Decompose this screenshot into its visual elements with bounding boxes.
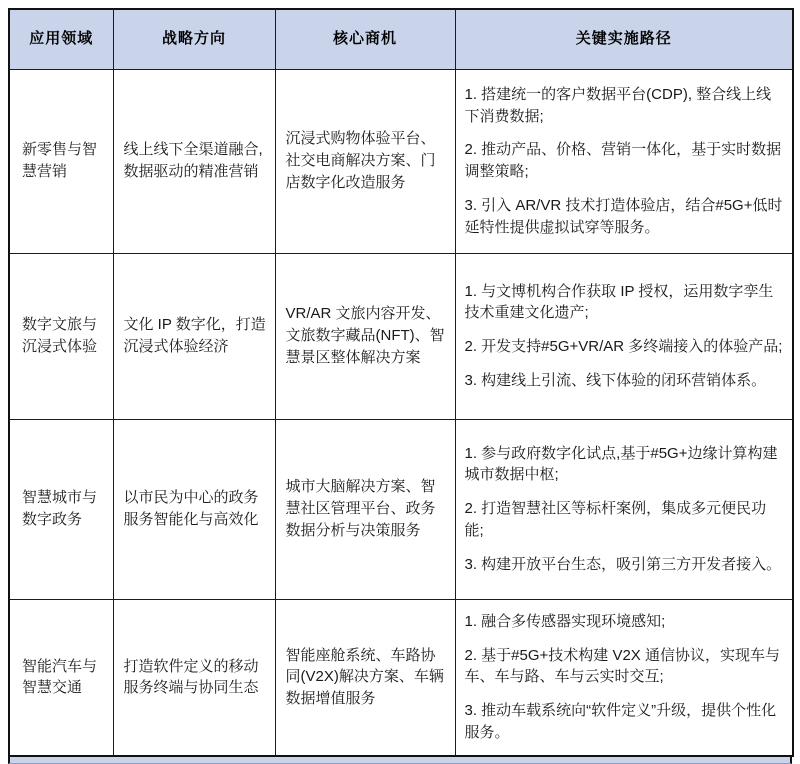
path-item: 2. 推动产品、价格、营销一体化，基于实时数据调整策略; [464, 141, 782, 180]
cell-strategy-culture-tourism: 文化 IP 数字化，打造沉浸式体验经济 [113, 253, 275, 419]
path-item: 3. 推动车载系统向“软件定义”升级，提供个性化服务。 [464, 702, 777, 741]
table-row [9, 69, 793, 253]
cell-domain-culture-tourism: 数字文旅与沉浸式体验 [9, 253, 113, 419]
header-cell-domain: 应用领域 [9, 9, 113, 69]
next-table-header-partial [8, 757, 792, 764]
header-cell-opportunity: 核心商机 [275, 9, 455, 69]
document-page [8, 8, 792, 764]
path-item: 2. 开发支持#5G+VR/AR 多终端接入的体验产品; [464, 338, 783, 355]
cell-domain-retail: 新零售与智慧营销 [9, 69, 113, 253]
path-item: 1. 参与政府数字化试点,基于#5G+边缘计算构建城市数据中枢; [464, 444, 778, 484]
header-cell-paths: 关键实施路径 [455, 9, 793, 69]
path-item: 2. 基于#5G+技术构建 V2X 通信协议，实现车与车、车与路、车与云实时交互; [464, 646, 780, 686]
cell-domain-smart-city: 智慧城市与数字政务 [9, 419, 113, 599]
path-item: 3. 构建开放平台生态，吸引第三方开发者接入。 [464, 555, 782, 573]
cell-paths-culture-tourism [455, 253, 793, 419]
strategy-matrix-table [8, 8, 794, 757]
cell-paths-smart-city [455, 419, 793, 599]
header-cell-strategy: 战略方向 [113, 9, 275, 69]
path-item: 1. 融合多传感器实现环境感知; [464, 612, 666, 630]
table-row [9, 599, 793, 756]
path-item: 2. 打造智慧社区等标杆案例，集成多元便民功能; [464, 500, 767, 539]
table-row [9, 419, 793, 599]
table-row [9, 253, 793, 419]
path-item: 3. 引入 AR/VR 技术打造体验店，结合#5G+低时延特性提供虚拟试穿等服务。 [464, 196, 783, 236]
path-item: 1. 与文博机构合作获取 IP 授权，运用数字孪生技术重建文化遗产; [464, 282, 774, 322]
cell-paths-smart-vehicle [455, 599, 793, 756]
cell-opportunity-culture-tourism: VR/AR 文旅内容开发、文旅数字藏品(NFT)、智慧景区整体解决方案 [275, 253, 455, 419]
cell-strategy-smart-city: 以市民为中心的政务服务智能化与高效化 [113, 419, 275, 599]
path-item: 3. 构建线上引流、线下体验的闭环营销体系。 [464, 371, 767, 389]
cell-strategy-smart-vehicle: 打造软件定义的移动服务终端与协同生态 [113, 599, 275, 756]
cell-opportunity-retail: 沉浸式购物体验平台、社交电商解决方案、门店数字化改造服务 [275, 69, 455, 253]
cell-domain-smart-vehicle: 智能汽车与智慧交通 [9, 599, 113, 756]
table-header-row [9, 9, 793, 69]
cell-opportunity-smart-city: 城市大脑解决方案、智慧社区管理平台、政务数据分析与决策服务 [275, 419, 455, 599]
path-item: 1. 搭建统一的客户数据平台(CDP), 整合线上线下消费数据; [464, 85, 772, 125]
cell-strategy-retail: 线上线下全渠道融合,数据驱动的精准营销 [113, 69, 275, 253]
cell-opportunity-smart-vehicle: 智能座舱系统、车路协同(V2X)解决方案、车辆数据增值服务 [275, 599, 455, 756]
cell-paths-retail [455, 69, 793, 253]
